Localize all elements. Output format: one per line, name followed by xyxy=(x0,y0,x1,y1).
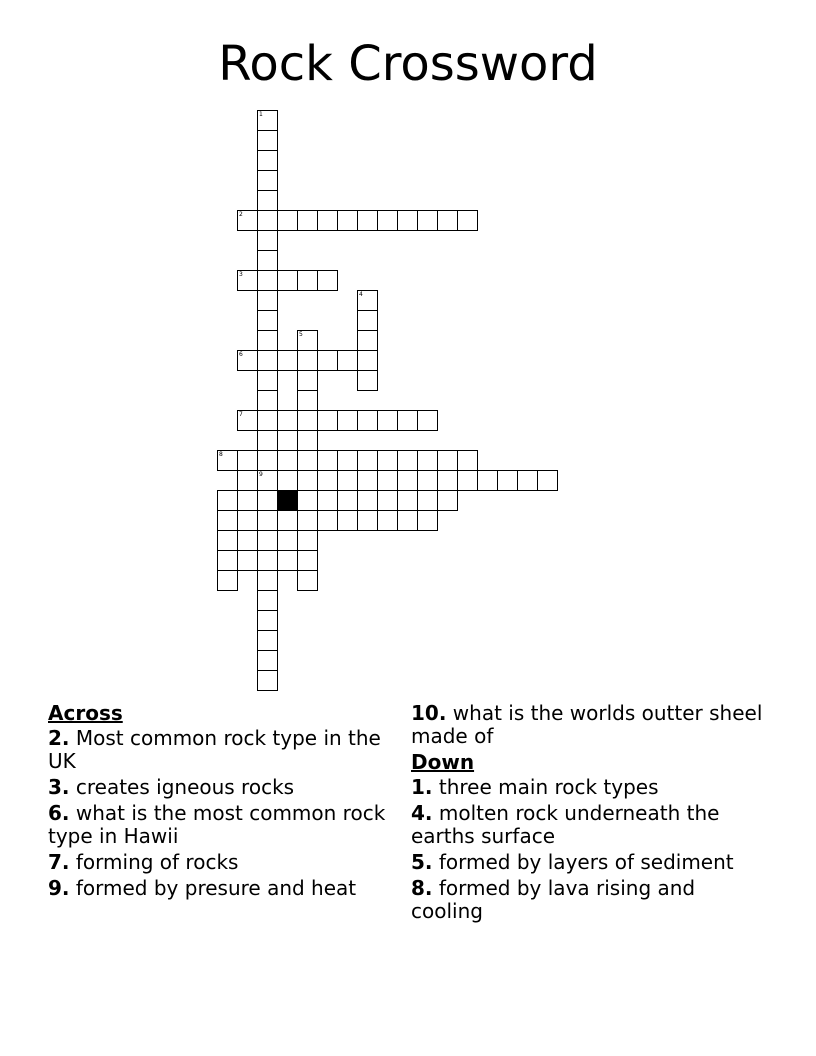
cell-number: 3 xyxy=(239,271,243,278)
clues-column-right xyxy=(411,702,771,926)
clue-across-9 xyxy=(48,877,388,900)
crossword-cell[interactable] xyxy=(417,210,438,231)
crossword-cell[interactable] xyxy=(257,670,278,691)
crossword-cell[interactable] xyxy=(257,470,278,491)
clue-down-4 xyxy=(411,802,771,848)
cell-number: 8 xyxy=(219,451,223,458)
clue-down-5 xyxy=(411,851,771,874)
down-heading: Down xyxy=(411,750,475,774)
clue-text: molten rock underneath the earths surface xyxy=(411,801,720,848)
crossword-cell[interactable] xyxy=(337,350,358,371)
crossword-cell[interactable] xyxy=(337,210,358,231)
crossword-cell[interactable] xyxy=(337,410,358,431)
crossword-cell[interactable] xyxy=(217,450,238,471)
crossword-cell[interactable] xyxy=(537,470,558,491)
crossword-cell[interactable] xyxy=(357,350,378,371)
crossword-cell[interactable] xyxy=(297,450,318,471)
clue-text: formed by lava rising and cooling xyxy=(411,876,696,923)
crossword-cell[interactable] xyxy=(237,550,258,571)
clue-number: 2. xyxy=(48,726,70,750)
clue-text: formed by layers of sediment xyxy=(438,850,734,874)
crossword-cell[interactable] xyxy=(357,450,378,471)
crossword-cell[interactable] xyxy=(397,210,418,231)
crossword-cell[interactable] xyxy=(297,210,318,231)
crossword-cell[interactable] xyxy=(297,370,318,391)
clues-column-left xyxy=(48,702,388,903)
crossword-cell[interactable] xyxy=(257,130,278,151)
crossword-cell[interactable] xyxy=(257,430,278,451)
crossword-cell[interactable] xyxy=(457,450,478,471)
crossword-cell[interactable] xyxy=(277,450,298,471)
clue-number: 9. xyxy=(48,876,70,900)
crossword-cell[interactable] xyxy=(257,250,278,271)
crossword-cell[interactable] xyxy=(417,510,438,531)
crossword-cell[interactable] xyxy=(237,410,258,431)
clue-number: 8. xyxy=(411,876,433,900)
crossword-cell[interactable] xyxy=(317,210,338,231)
crossword-cell[interactable] xyxy=(257,510,278,531)
clue-text: creates igneous rocks xyxy=(75,775,295,799)
crossword-cell[interactable] xyxy=(397,410,418,431)
crossword-cell[interactable] xyxy=(357,330,378,351)
crossword-cell[interactable] xyxy=(297,570,318,591)
crossword-cell[interactable] xyxy=(337,490,358,511)
crossword-cell[interactable] xyxy=(337,450,358,471)
clue-across-10 xyxy=(411,702,771,748)
crossword-cell[interactable] xyxy=(457,210,478,231)
clue-across-3 xyxy=(48,776,388,799)
crossword-cell[interactable] xyxy=(317,490,338,511)
page-title: Rock Crossword xyxy=(218,36,598,92)
clue-text: formed by presure and heat xyxy=(75,876,357,900)
cell-number: 6 xyxy=(239,351,243,358)
crossword-cell[interactable] xyxy=(217,530,238,551)
crossword-cell[interactable] xyxy=(257,410,278,431)
crossword-cell[interactable] xyxy=(397,470,418,491)
crossword-cell[interactable] xyxy=(237,350,258,371)
crossword-cell[interactable] xyxy=(277,270,298,291)
crossword-cell[interactable] xyxy=(437,210,458,231)
crossword-cell[interactable] xyxy=(297,530,318,551)
cell-number: 4 xyxy=(359,291,363,298)
crossword-cell[interactable] xyxy=(517,470,538,491)
clue-text: Most common rock type in the UK xyxy=(48,726,381,773)
clue-across-7 xyxy=(48,851,388,874)
crossword-cell[interactable] xyxy=(257,150,278,171)
crossword-cell[interactable] xyxy=(257,350,278,371)
crossword-cell[interactable] xyxy=(257,190,278,211)
crossword-cell[interactable] xyxy=(257,590,278,611)
crossword-cell[interactable] xyxy=(357,290,378,311)
crossword-cell[interactable] xyxy=(297,490,318,511)
crossword-cell[interactable] xyxy=(257,330,278,351)
crossword-cell[interactable] xyxy=(257,110,278,131)
crossword-cell[interactable] xyxy=(457,470,478,491)
clue-text: three main rock types xyxy=(438,775,659,799)
clue-number: 10. xyxy=(411,701,447,725)
crossword-cell[interactable] xyxy=(297,470,318,491)
cell-number: 7 xyxy=(239,411,243,418)
crossword-cell[interactable] xyxy=(297,330,318,351)
crossword-cell[interactable] xyxy=(237,450,258,471)
crossword-cell[interactable] xyxy=(377,450,398,471)
clue-across-2 xyxy=(48,727,388,773)
across-heading: Across xyxy=(48,701,123,725)
cell-number: 5 xyxy=(299,331,303,338)
crossword-cell[interactable] xyxy=(337,510,358,531)
crossword-cell[interactable] xyxy=(257,530,278,551)
crossword-cell[interactable] xyxy=(217,570,238,591)
crossword-cell[interactable] xyxy=(357,510,378,531)
crossword-cell[interactable] xyxy=(317,270,338,291)
crossword-cell[interactable] xyxy=(477,470,498,491)
crossword-cell[interactable] xyxy=(257,550,278,571)
crossword-cell[interactable] xyxy=(397,510,418,531)
crossword-cell[interactable] xyxy=(397,450,418,471)
crossword-cell[interactable] xyxy=(237,270,258,291)
crossword-cell[interactable] xyxy=(217,490,238,511)
clue-text: what is the worlds outter sheel made of xyxy=(411,701,763,748)
crossword-cell[interactable] xyxy=(297,410,318,431)
crossword-cell[interactable] xyxy=(297,550,318,571)
crossword-cell[interactable] xyxy=(497,470,518,491)
crossword-cell[interactable] xyxy=(317,350,338,371)
clue-number: 6. xyxy=(48,801,70,825)
crossword-cell[interactable] xyxy=(257,630,278,651)
crossword-cell[interactable] xyxy=(257,170,278,191)
crossword-cell[interactable] xyxy=(277,350,298,371)
crossword-cell[interactable] xyxy=(257,450,278,471)
crossword-cell[interactable] xyxy=(237,210,258,231)
crossword-cell[interactable] xyxy=(377,210,398,231)
clue-down-8 xyxy=(411,877,771,923)
crossword-cell[interactable] xyxy=(317,450,338,471)
crossword-cell[interactable] xyxy=(377,410,398,431)
crossword-cell[interactable] xyxy=(277,510,298,531)
crossword-cell[interactable] xyxy=(377,490,398,511)
crossword-cell[interactable] xyxy=(357,370,378,391)
crossword-cell[interactable] xyxy=(317,510,338,531)
clue-across-6 xyxy=(48,802,388,848)
crossword-cell[interactable] xyxy=(257,310,278,331)
crossword-cell[interactable] xyxy=(437,490,458,511)
crossword-cell[interactable] xyxy=(257,290,278,311)
crossword-cell[interactable] xyxy=(437,450,458,471)
crossword-cell[interactable] xyxy=(297,350,318,371)
crossword-cell[interactable] xyxy=(257,490,278,511)
clue-number: 1. xyxy=(411,775,433,799)
crossword-cell[interactable] xyxy=(417,470,438,491)
crossword-cell[interactable] xyxy=(417,490,438,511)
crossword-cell[interactable] xyxy=(217,510,238,531)
crossword-cell[interactable] xyxy=(237,510,258,531)
clue-number: 4. xyxy=(411,801,433,825)
crossword-cell[interactable] xyxy=(357,490,378,511)
crossword-cell[interactable] xyxy=(437,470,458,491)
crossword-cell[interactable] xyxy=(257,230,278,251)
clue-down-1 xyxy=(411,776,771,799)
clue-number: 7. xyxy=(48,850,70,874)
crossword-cell[interactable] xyxy=(217,550,238,571)
crossword-cell[interactable] xyxy=(297,270,318,291)
cell-number: 1 xyxy=(259,111,263,118)
crossword-blocked-cell xyxy=(277,490,298,511)
clue-number: 3. xyxy=(48,775,70,799)
crossword-cell[interactable] xyxy=(357,210,378,231)
crossword-cell[interactable] xyxy=(237,470,258,491)
crossword-cell[interactable] xyxy=(357,470,378,491)
crossword-cell[interactable] xyxy=(377,470,398,491)
crossword-cell[interactable] xyxy=(257,270,278,291)
crossword-cell[interactable] xyxy=(377,510,398,531)
crossword-cell[interactable] xyxy=(237,490,258,511)
crossword-cell[interactable] xyxy=(417,410,438,431)
crossword-cell[interactable] xyxy=(317,410,338,431)
crossword-cell[interactable] xyxy=(277,550,298,571)
clue-number: 5. xyxy=(411,850,433,874)
crossword-cell[interactable] xyxy=(337,470,358,491)
crossword-cell[interactable] xyxy=(297,510,318,531)
crossword-cell[interactable] xyxy=(297,390,318,411)
clue-text: forming of rocks xyxy=(75,850,239,874)
crossword-cell[interactable] xyxy=(297,430,318,451)
crossword-cell[interactable] xyxy=(357,410,378,431)
crossword-cell[interactable] xyxy=(277,410,298,431)
crossword-cell[interactable] xyxy=(257,650,278,671)
crossword-cell[interactable] xyxy=(257,570,278,591)
cell-number: 2 xyxy=(239,211,243,218)
crossword-cell[interactable] xyxy=(257,370,278,391)
crossword-cell[interactable] xyxy=(397,490,418,511)
crossword-cell[interactable] xyxy=(417,450,438,471)
crossword-cell[interactable] xyxy=(357,310,378,331)
cell-number: 9 xyxy=(259,471,263,478)
crossword-cell[interactable] xyxy=(257,390,278,411)
crossword-cell[interactable] xyxy=(277,210,298,231)
crossword-cell[interactable] xyxy=(257,610,278,631)
clue-text: what is the most common rock type in Hawii xyxy=(48,801,386,848)
